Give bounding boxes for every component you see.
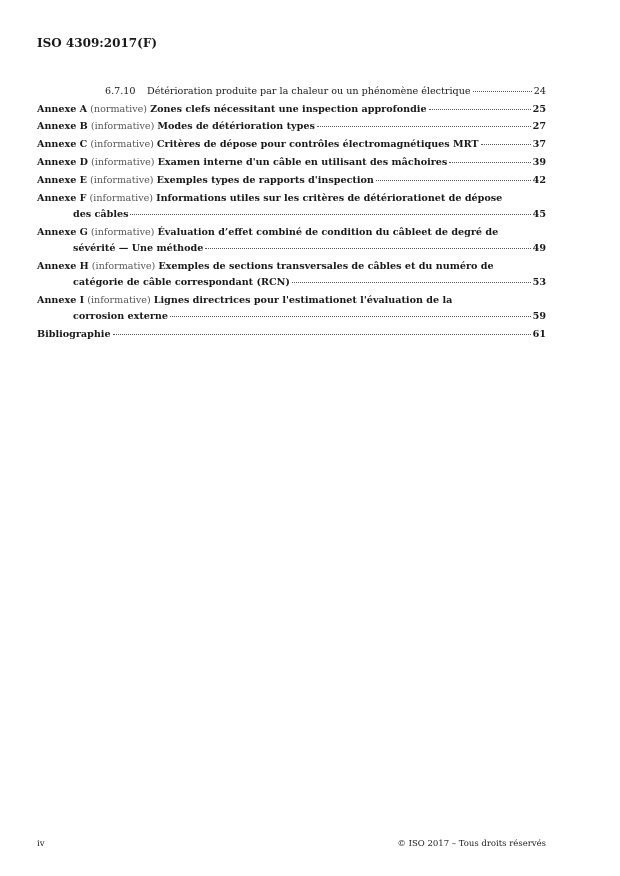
entry-title: Exemples types de rapports d'inspection: [156, 175, 374, 186]
footer-page-number: iv: [37, 839, 45, 849]
toc-entry-annex-g[interactable]: [37, 227, 546, 259]
entry-title: Exemples de sections transversales de câbles et du numéro de: [158, 261, 494, 272]
leader-dots: [205, 248, 530, 249]
annex-kind: (informative): [90, 121, 155, 132]
annex-label: Annexe E: [37, 175, 87, 186]
page-number: 27: [532, 121, 546, 132]
annex-label: Annexe H: [37, 261, 89, 272]
leader-dots: [376, 180, 531, 181]
page-number: 24: [533, 86, 546, 97]
leader-dots: [130, 214, 530, 215]
entry-title-continued: corrosion externe: [73, 311, 169, 322]
entry-title: Bibliographie: [37, 329, 111, 340]
leader-dots: [429, 109, 531, 110]
entry-title: Détérioration produite par la chaleur ou un phénomène électrique: [147, 86, 471, 97]
toc-entry-annex-h[interactable]: [37, 261, 546, 293]
leader-dots: [170, 316, 531, 317]
toc-entry-annex-f[interactable]: [37, 193, 546, 225]
annex-label: Annexe G: [37, 227, 88, 238]
annex-kind: (informative): [87, 295, 151, 306]
annex-kind: (normative): [90, 104, 148, 115]
annex-kind: (informative): [89, 193, 154, 204]
entry-title: Zones clefs nécessitant une inspection approfondie: [150, 104, 427, 115]
entry-title-continued: sévérité — Une méthode: [73, 243, 204, 254]
annex-label: Annexe A: [37, 104, 88, 115]
leader-dots: [449, 162, 530, 163]
toc-entry-6-7-10[interactable]: [37, 86, 546, 102]
annex-label: Annexe I: [37, 295, 85, 306]
page-number: 45: [532, 209, 546, 220]
entry-title: Lignes directrices pour l'estimationet l'évaluation de la: [153, 295, 453, 306]
page-number: 53: [532, 277, 546, 288]
page-number: 25: [532, 104, 546, 115]
annex-kind: (informative): [91, 157, 155, 168]
entry-title: Informations utiles sur les critères de détériorationet de dépose: [156, 193, 503, 204]
entry-title-continued: des câbles: [73, 209, 129, 220]
toc-entry-annex-b[interactable]: [37, 121, 546, 137]
annex-label: Annexe B: [37, 121, 88, 132]
annex-kind: (informative): [91, 261, 156, 272]
page-number: 59: [532, 311, 546, 322]
annex-kind: (informative): [90, 227, 155, 238]
page-number: 39: [532, 157, 546, 168]
page-number: 61: [532, 329, 546, 340]
leader-dots: [317, 126, 531, 127]
annex-label: Annexe D: [37, 157, 88, 168]
page-number: 49: [532, 243, 546, 254]
entry-title: Modes de détérioration types: [157, 121, 315, 132]
page-number: 42: [532, 175, 546, 186]
toc-entry-annex-i[interactable]: [37, 295, 546, 327]
page-number: 37: [532, 139, 546, 150]
annex-kind: (informative): [90, 139, 154, 150]
toc-entry-annex-a[interactable]: [37, 104, 546, 120]
annex-label: Annexe F: [37, 193, 87, 204]
leader-dots: [473, 91, 532, 92]
leader-dots: [292, 282, 531, 283]
entry-title: Évaluation d’effet combiné de condition du câbleet de degré de: [157, 227, 499, 238]
leader-dots: [481, 144, 531, 145]
toc-entry-annex-e[interactable]: [37, 175, 546, 191]
toc-entry-annex-d[interactable]: [37, 157, 546, 173]
entry-title: Critères de dépose pour contrôles électromagnétiques MRT: [156, 139, 479, 150]
document-id-header: ISO 4309:2017(F): [37, 36, 158, 50]
toc-entry-annex-c[interactable]: [37, 139, 546, 155]
section-number: 6.7.10: [105, 86, 136, 97]
toc-entry-bibliography[interactable]: [37, 329, 546, 345]
leader-dots: [113, 334, 531, 335]
entry-title: Examen interne d'un câble en utilisant des mâchoires: [157, 157, 448, 168]
footer-copyright: © ISO 2017 – Tous droits réservés: [397, 839, 546, 849]
entry-title-continued: catégorie de câble correspondant (RCN): [73, 277, 290, 288]
annex-label: Annexe C: [37, 139, 88, 150]
annex-kind: (informative): [90, 175, 154, 186]
